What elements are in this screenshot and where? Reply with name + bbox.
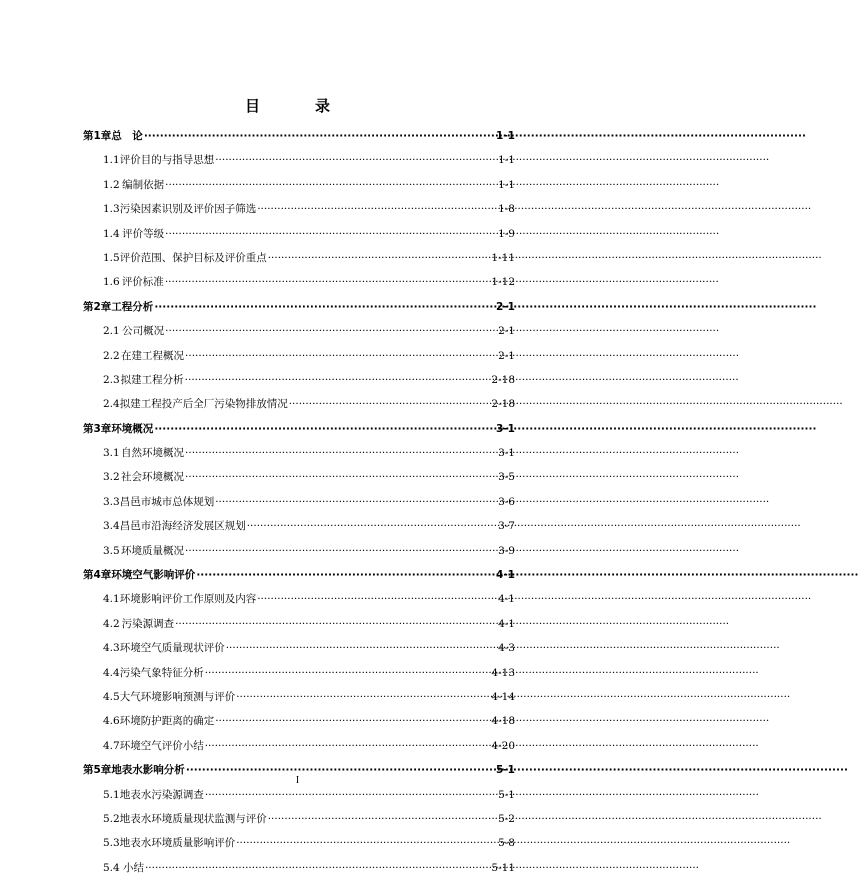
- toc-entry-page: 3-5: [498, 471, 515, 484]
- toc-entry-number: 5.4: [103, 861, 120, 874]
- toc-chapter-entry[interactable]: [83, 295, 515, 319]
- toc-entry-number: 1.6: [103, 276, 120, 289]
- toc-entry-page: 5-8: [498, 837, 515, 850]
- toc-entry-page: 1-1: [498, 154, 515, 167]
- toc-leader-dots: [205, 661, 491, 685]
- toc-entry-number: 第1章: [83, 130, 112, 142]
- toc-entry-page: 2-18: [491, 398, 515, 411]
- toc-leader-dots: [185, 368, 491, 392]
- toc-entry-number: 4.4: [103, 666, 120, 679]
- page-number: I: [295, 775, 300, 786]
- toc-entry-page: 3-1: [498, 447, 515, 460]
- toc-section-entry[interactable]: [83, 612, 515, 636]
- toc-entry-page: 4-14: [491, 690, 515, 703]
- toc-leader-dots: [165, 222, 497, 246]
- toc-chapter-entry[interactable]: [83, 563, 515, 587]
- toc-leader-dots: [196, 563, 495, 587]
- toc-entry-page: 5-1: [496, 764, 515, 777]
- toc-leader-dots: [205, 734, 491, 758]
- toc-leader-dots: [165, 319, 497, 343]
- toc-entry-label: 地表水环境质量现状监测与评价: [119, 812, 267, 825]
- toc-section-entry[interactable]: [83, 197, 515, 221]
- toc-entry-page: 3-9: [498, 544, 515, 557]
- toc-entry-page: 4-18: [491, 715, 515, 728]
- toc-section-entry[interactable]: [83, 661, 515, 685]
- toc-entry-number: 3.2: [103, 471, 120, 484]
- toc-entry-page: 1-8: [498, 203, 515, 216]
- toc-entry-label: 环境质量概况: [121, 544, 185, 557]
- toc-entry-page: 3-6: [498, 495, 515, 508]
- toc-entry-number: 1.1: [103, 154, 120, 167]
- toc-section-entry[interactable]: [83, 368, 515, 392]
- toc-entry-label: 在建工程概况: [121, 349, 185, 362]
- toc-leader-dots: [144, 124, 495, 148]
- toc-leader-dots: [175, 612, 497, 636]
- toc-entry-label: 污染源调查: [121, 617, 175, 630]
- toc-entry-page: 1-1: [496, 130, 515, 142]
- toc-entry-page: 5-2: [498, 812, 515, 825]
- toc-leader-dots: [185, 441, 497, 465]
- toc-entry-label: 地表水环境质量影响评价: [119, 837, 236, 850]
- toc-leader-dots: [236, 831, 497, 855]
- toc-section-entry[interactable]: [83, 709, 515, 733]
- toc-section-entry[interactable]: [83, 856, 515, 880]
- toc-entry-number: 1.3: [103, 203, 120, 216]
- toc-entry-number: 第5章: [83, 764, 112, 777]
- toc-leader-dots: [154, 295, 495, 319]
- toc-entry-number: 5.2: [103, 812, 120, 825]
- toc-entry-label: 公司概况: [122, 325, 165, 338]
- toc-chapter-entry[interactable]: [83, 124, 515, 148]
- toc-entry-number: 3.3: [103, 495, 120, 508]
- toc-section-entry[interactable]: [83, 222, 515, 246]
- toc-entry-label: 地表水污染源调查: [119, 788, 204, 801]
- toc-entry-label: 昌邑市沿海经济发展区规划: [119, 520, 246, 533]
- toc-entry-page: 1-9: [498, 227, 515, 240]
- toc-entry-number: 3.5: [103, 544, 120, 557]
- toc-leader-dots: [226, 636, 497, 660]
- toc-section-entry[interactable]: [83, 734, 515, 758]
- toc-entry-label: 社会环境概况: [121, 471, 185, 484]
- page-title: 目 录: [244, 97, 350, 115]
- toc-leader-dots: [165, 270, 491, 294]
- toc-entry-number: 4.2: [103, 617, 120, 630]
- toc-section-entry[interactable]: [83, 587, 515, 611]
- toc-leader-dots: [145, 856, 490, 880]
- toc-entry-number: 第4章: [83, 569, 112, 582]
- toc-leader-dots: [215, 148, 497, 172]
- toc-entry-number: 5.1: [103, 788, 120, 801]
- toc-entry-page: 4-20: [491, 739, 515, 752]
- toc-entry-label: 污染因素识别及评价因子筛选: [119, 203, 257, 216]
- toc-entry-label: 工程分析: [111, 300, 154, 313]
- toc-leader-dots: [154, 417, 495, 441]
- toc-section-entry[interactable]: [83, 783, 515, 807]
- toc-section-entry[interactable]: [83, 685, 515, 709]
- toc-entry-page: 2-1: [498, 325, 515, 338]
- toc-entry-number: 2.4: [103, 398, 120, 411]
- toc-entry-page: 4-13: [491, 666, 515, 679]
- toc-entry-number: 1.2: [103, 178, 120, 191]
- toc-leader-dots: [257, 197, 497, 221]
- toc-entry-number: 4.3: [103, 642, 120, 655]
- toc-entry-label: 昌邑市城市总体规划: [119, 495, 215, 508]
- toc-entry-number: 第2章: [83, 300, 112, 313]
- toc-section-entry[interactable]: [83, 514, 515, 538]
- toc-leader-dots: [257, 587, 497, 611]
- toc-entry-page: 4-3: [498, 642, 515, 655]
- toc-entry-number: 3.1: [103, 447, 120, 460]
- toc-section-entry[interactable]: [83, 246, 515, 270]
- table-of-contents: [83, 124, 515, 880]
- toc-entry-number: 1.4: [103, 227, 120, 240]
- toc-entry-label: 环境空气评价小结: [119, 739, 204, 752]
- toc-entry-label: 环境防护距离的确定: [119, 715, 215, 728]
- toc-entry-page: 4-1: [498, 593, 515, 606]
- toc-entry-number: 4.5: [103, 690, 120, 703]
- toc-leader-dots: [215, 709, 490, 733]
- toc-entry-page: 1-12: [491, 276, 515, 289]
- toc-entry-page: 5-11: [491, 861, 515, 874]
- toc-entry-label: 编制依据: [122, 178, 165, 191]
- toc-entry-number: 4.6: [103, 715, 120, 728]
- toc-entry-label: 小结: [122, 861, 144, 874]
- toc-entry-page: 1-1: [498, 178, 515, 191]
- toc-entry-page: 1-11: [491, 251, 515, 264]
- toc-entry-number: 4.7: [103, 739, 120, 752]
- toc-entry-number: 3.4: [103, 520, 120, 533]
- toc-entry-label: 总 论: [111, 130, 143, 142]
- toc-section-entry[interactable]: [83, 270, 515, 294]
- toc-entry-label: 自然环境概况: [121, 447, 185, 460]
- toc-leader-dots: [247, 514, 497, 538]
- toc-entry-number: 2.3: [103, 373, 120, 386]
- toc-entry-number: 2.1: [103, 325, 120, 338]
- toc-entry-label: 环境概况: [111, 422, 154, 435]
- toc-section-entry[interactable]: [83, 173, 515, 197]
- toc-entry-label: 环境空气影响评价: [111, 569, 196, 582]
- toc-entry-number: 5.3: [103, 837, 120, 850]
- toc-entry-number: 1.5: [103, 251, 120, 264]
- toc-entry-page: 2-1: [498, 349, 515, 362]
- toc-leader-dots: [185, 539, 497, 563]
- toc-section-entry[interactable]: [83, 441, 515, 465]
- toc-entry-page: 3-7: [498, 520, 515, 533]
- toc-entry-label: 评价目的与指导思想: [119, 154, 215, 167]
- toc-leader-dots: [236, 685, 490, 709]
- toc-leader-dots: [215, 490, 497, 514]
- toc-leader-dots: [185, 465, 497, 489]
- toc-entry-number: 第3章: [83, 422, 112, 435]
- toc-entry-label: 评价标准: [121, 276, 164, 289]
- toc-section-entry[interactable]: [83, 148, 515, 172]
- toc-section-entry[interactable]: [83, 490, 515, 514]
- toc-section-entry[interactable]: [83, 539, 515, 563]
- toc-entry-page: 4-1: [496, 569, 515, 582]
- toc-section-entry[interactable]: [83, 636, 515, 660]
- toc-leader-dots: [268, 246, 491, 270]
- toc-leader-dots: [185, 344, 497, 368]
- toc-leader-dots: [205, 783, 497, 807]
- toc-section-entry[interactable]: [83, 831, 515, 855]
- toc-section-entry[interactable]: [83, 392, 515, 416]
- toc-leader-dots: [165, 173, 497, 197]
- toc-leader-dots: [268, 807, 497, 831]
- toc-section-entry[interactable]: [83, 807, 515, 831]
- toc-section-entry[interactable]: [83, 344, 515, 368]
- toc-section-entry[interactable]: [83, 465, 515, 489]
- toc-entry-page: 2-18: [491, 373, 515, 386]
- toc-chapter-entry[interactable]: [83, 417, 515, 441]
- toc-entry-label: 环境影响评价工作原则及内容: [119, 593, 257, 606]
- toc-entry-label: 地表水影响分析: [111, 764, 185, 777]
- toc-entry-number: 2.2: [103, 349, 120, 362]
- toc-entry-page: 4-1: [498, 617, 515, 630]
- toc-entry-label: 拟建工程投产后全厂污染物排放情况: [119, 398, 288, 411]
- toc-entry-label: 评价等级: [122, 227, 165, 240]
- toc-section-entry[interactable]: [83, 319, 515, 343]
- toc-entry-label: 拟建工程分析: [120, 373, 184, 386]
- toc-leader-dots: [289, 392, 491, 416]
- toc-entry-label: 大气环境影响预测与评价: [119, 690, 236, 703]
- toc-entry-page: 3-1: [496, 422, 515, 435]
- toc-entry-number: 4.1: [103, 593, 120, 606]
- toc-entry-label: 评价范围、保护目标及评价重点: [119, 251, 267, 264]
- toc-entry-page: 5-1: [498, 788, 515, 801]
- toc-entry-label: 环境空气质量现状评价: [119, 642, 225, 655]
- toc-entry-label: 污染气象特征分析: [119, 666, 204, 679]
- toc-entry-page: 2-1: [496, 300, 515, 313]
